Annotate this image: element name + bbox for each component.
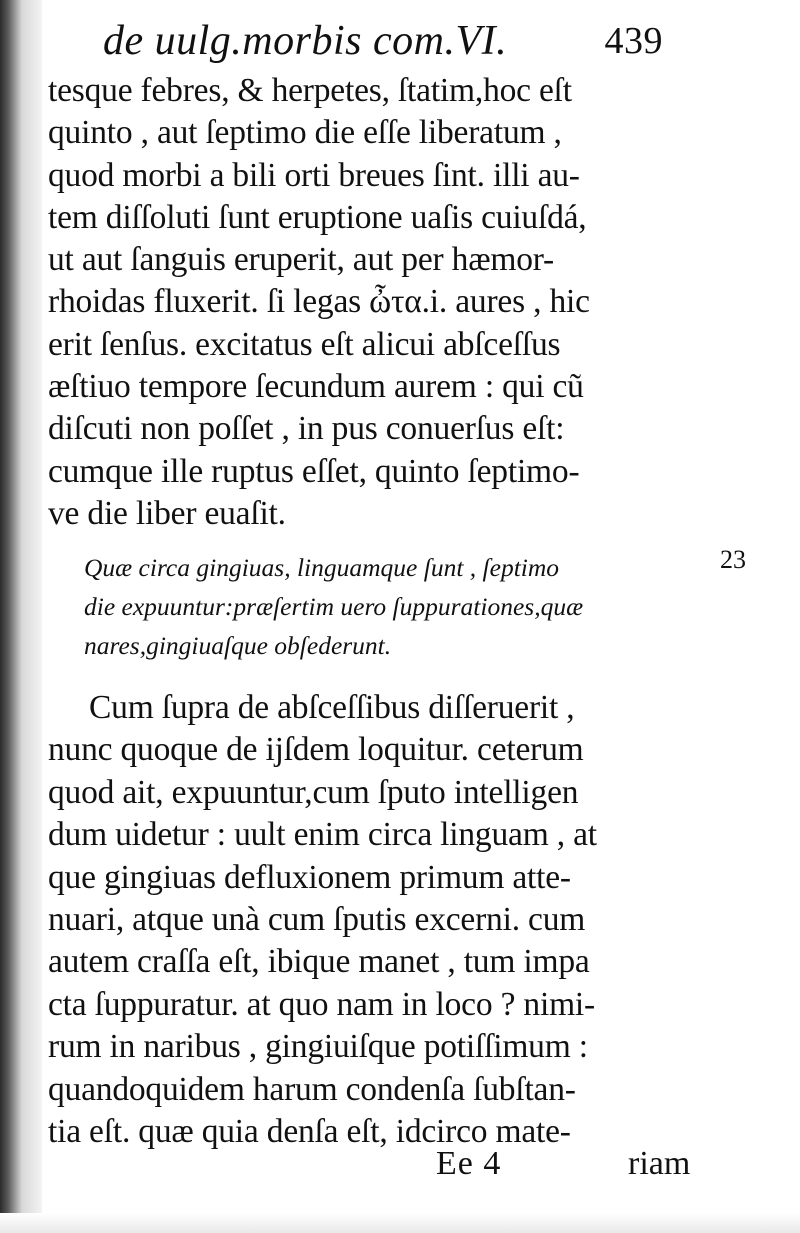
text-line: quinto , aut ſeptimo die eſſe liberatum , [48,114,562,152]
lemma-line: die expuuntur:præſertim uero ſuppurationes,quæ [84,592,584,621]
text-line: quod ait, expuuntur,cum ſputo intelligen [48,773,579,811]
text-line: diſcuti non poſſet , in pus conuerſus eſt: [48,410,565,448]
text-line: nunc quoque de ijſdem loquitur. ceterum [48,731,584,769]
page-number: 439 [604,20,663,62]
lemma-line: nares,gingiuaſque obſederunt. [84,631,392,660]
text-line: dum uidetur : uult enim circa linguam , at [48,816,597,854]
text-line: ve die liber euaſit. [48,494,286,532]
running-head-title: de uulg.morbis com.VI. [103,18,508,64]
paragraph-commentary [48,687,660,1153]
text-line: erit ſenſus. excitatus eſt alicui abſceſſus [48,325,561,363]
margin-section-number: 23 [720,545,746,574]
catchword: riam [628,1145,691,1182]
text-line: nuari, atque unà cum ſputis excerni. cum [48,900,586,938]
text-line: rhoidas fluxerit. ſi legas ὦτα.i. aures , hic [48,283,590,321]
aphorism-lemma [84,548,669,665]
paragraph-main [48,70,658,535]
text-line: æſtiuo tempore ſecundum aurem : qui cũ [48,368,584,406]
text-line: tia eſt. quæ quia denſa eſt, idcirco mate- [48,1112,571,1150]
book-page [48,0,746,1233]
text-line: tesque febres, & herpetes, ſtatim,hoc eſt [48,72,572,109]
running-head [103,14,663,68]
text-line: rum in naribus , gingiuiſque potiſſimum : [48,1028,588,1066]
lemma-line: Quæ circa gingiuas, linguamque ſunt , ſeptimo [84,553,560,582]
text-line: quandoquidem harum condenſa ſubſtan- [48,1070,576,1108]
printer-signature-mark: Ee 4 [436,1145,502,1182]
scan-dark-edge [0,0,42,1233]
text-line: tem diſſoluti ſunt eruptione uaſis cuiuſdá, [48,198,587,236]
text-line: autem craſſa eſt, ibique manet , tum impa [48,943,590,981]
text-line: que gingiuas defluxionem primum atte- [48,858,571,896]
text-line: cumque ille ruptus eſſet, quinto ſeptimo- [48,452,580,490]
text-line: quod morbi a bili orti breues ſint. illi au- [48,156,580,194]
text-line: ut aut ſanguis eruperit, aut per hæmor- [48,241,554,279]
text-line: cta ſuppuratur. at quo nam in loco ? nimi- [48,985,595,1023]
text-line: Cum ſupra de abſceſſibus diſſeruerit , [89,689,575,726]
